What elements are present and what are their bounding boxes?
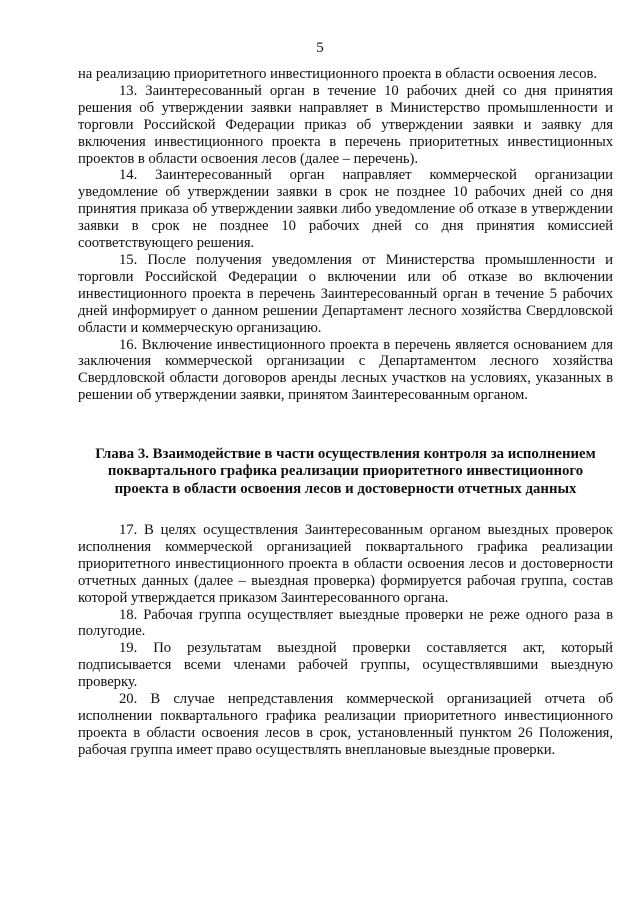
chapter-heading-line-1: Глава 3. Взаимодействие в части осуществления контроля за исполнением [95, 446, 596, 462]
paragraph-15: 15. После получения уведомления от Министерства промышленности и торговли Российской Федерации о включении или об отказе во включении инвестиционного проекта в перечень Заинтересованный орган в течение 5 рабочих дней информирует о данном решении Департамент лесного хозяйства Свердловской области и коммерческую организацию. [78, 251, 613, 336]
chapter-heading-line-3: проекта в области освоения лесов и достоверности отчетных данных [114, 480, 577, 497]
paragraph-20: 20. В случае непредставления коммерческой организацией отчета об исполнении поквартального графика реализации приоритетного инвестиционного проекта в области освоения лесов в срок, установленный пунктом 26 Положения, рабочая группа имеет право осуществлять внеплановые выездные проверки. [78, 691, 613, 758]
paragraph-12-continuation: на реализацию приоритетного инвестиционного проекта в области освоения лесов. [78, 66, 597, 82]
text-block-top [78, 66, 613, 404]
paragraph-17: 17. В целях осуществления Заинтересованным органом выездных проверок исполнения коммерческой организацией поквартального графика реализации приоритетного инвестиционного проекта в области освоения лесов и достоверности отчетных данных (далее – выездная проверка) формируется рабочая группа, состав которой утверждается приказом Заинтересованного органа. [78, 522, 613, 606]
chapter-heading [78, 446, 613, 498]
text-block-bottom [78, 522, 613, 759]
chapter-heading-line-2: поквартального графика реализации приоритетного инвестиционного [107, 463, 584, 480]
paragraph-16: 16. Включение инвестиционного проекта в перечень является основанием для заключения коммерческой организации с Департаментом лесного хозяйства Свердловской области договоров аренды лесных участков на условиях, указанных в решении об утверждении заявки, принятом Заинтересованным органом. [78, 336, 613, 404]
page-number: 5 [316, 40, 324, 56]
paragraph-18: 18. Рабочая группа осуществляет выездные проверки не реже одного раза в полугодие. [78, 606, 613, 640]
paragraph-19: 19. По результатам выездной проверки составляется акт, который подписывается всеми членами рабочей группы, осуществлявшими выездную проверку. [78, 640, 613, 691]
paragraph-13: 13. Заинтересованный орган в течение 10 рабочих дней со дня принятия решения об утверждении заявки направляет в Министерство промышленности и торговли Российской Федерации приказ об утверждении заявки и заявку для включения инвестиционного проекта в перечень приоритетных инвестиционных проектов в области освоения лесов (далее – перечень). [78, 82, 613, 167]
paragraph-14: 14. Заинтересованный орган направляет коммерческой организации уведомление об утверждении заявки в срок не позднее 10 рабочих дней со дня принятия приказа об утверждении заявки либо уведомление об отказе в утверждении заявки в срок не позднее 10 рабочих дней со дня принятия комиссией соответствующего решения. [78, 167, 613, 252]
